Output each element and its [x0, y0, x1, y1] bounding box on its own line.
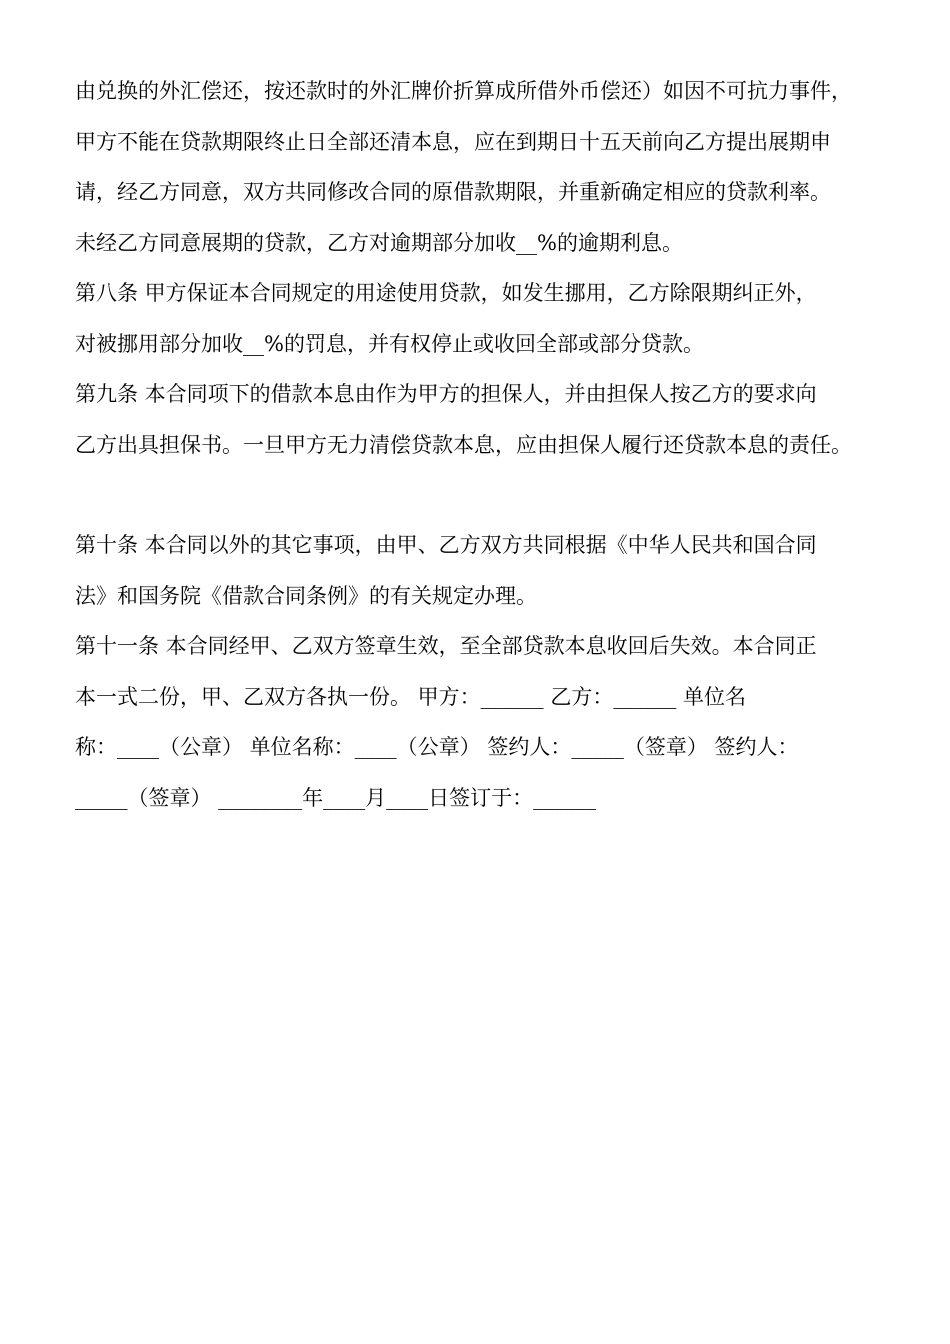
- text-line-content: _____（签章） ________年____月____日签订于：______: [75, 785, 597, 810]
- text-line: [75, 332, 895, 383]
- text-line-content: 由兑换的外汇偿还，按还款时的外汇牌价折算成所借外币偿还）如因不可抗力事件，: [75, 79, 852, 103]
- text-line-content: 第十条 本合同以外的其它事项，由甲、乙方双方共同根据《中华人民共和国合同: [75, 533, 817, 557]
- text-line: [75, 281, 895, 332]
- text-line-content: 乙方出具担保书。一旦甲方无力清偿贷款本息，应由担保人履行还贷款本息的责任。: [75, 432, 852, 457]
- text-line-content: 对被挪用部分加收__%的罚息，并有权停止或收回全部或部分贷款。: [75, 331, 704, 356]
- text-line: [75, 382, 895, 433]
- text-line-content: 第十一条 本合同经甲、乙双方签章生效，至全部贷款本息收回后失效。本合同正: [75, 634, 817, 658]
- blank-line: [75, 483, 895, 533]
- text-line-content: 称：____（公章） 单位名称：____（公章） 签约人：_____（签章） 签约人：: [75, 735, 799, 759]
- text-line-content: 未经乙方同意展期的贷款，乙方对逾期部分加收__%的逾期利息。: [75, 230, 683, 255]
- text-line-content: 第八条 甲方保证本合同规定的用途使用贷款，如发生挪用，乙方除限期纠正外，: [75, 281, 817, 305]
- text-line: [75, 634, 895, 685]
- text-line: [75, 735, 895, 786]
- text-line: [75, 786, 895, 837]
- document-page: [75, 79, 895, 836]
- text-line-content: 甲方不能在贷款期限终止日全部还清本息，应在到期日十五天前向乙方提出展期申: [75, 129, 831, 154]
- text-line-content: 请，经乙方同意，双方共同修改合同的原借款期限，并重新确定相应的贷款利率。: [75, 180, 831, 204]
- text-line-content: 本一式二份，甲、乙双方各执一份。 甲方：______ 乙方：______ 单位名: [75, 684, 747, 709]
- text-line: [75, 433, 895, 484]
- text-line-content: 第九条 本合同项下的借款本息由作为甲方的担保人，并由担保人按乙方的要求向: [75, 382, 817, 406]
- text-line: [75, 231, 895, 282]
- text-line: [75, 79, 895, 130]
- text-line: [75, 685, 895, 736]
- text-line: [75, 180, 895, 231]
- text-line: [75, 533, 895, 584]
- text-line: [75, 584, 895, 635]
- text-line: [75, 130, 895, 181]
- text-line-content: 法》和国务院《借款合同条例》的有关规定办理。: [75, 583, 537, 608]
